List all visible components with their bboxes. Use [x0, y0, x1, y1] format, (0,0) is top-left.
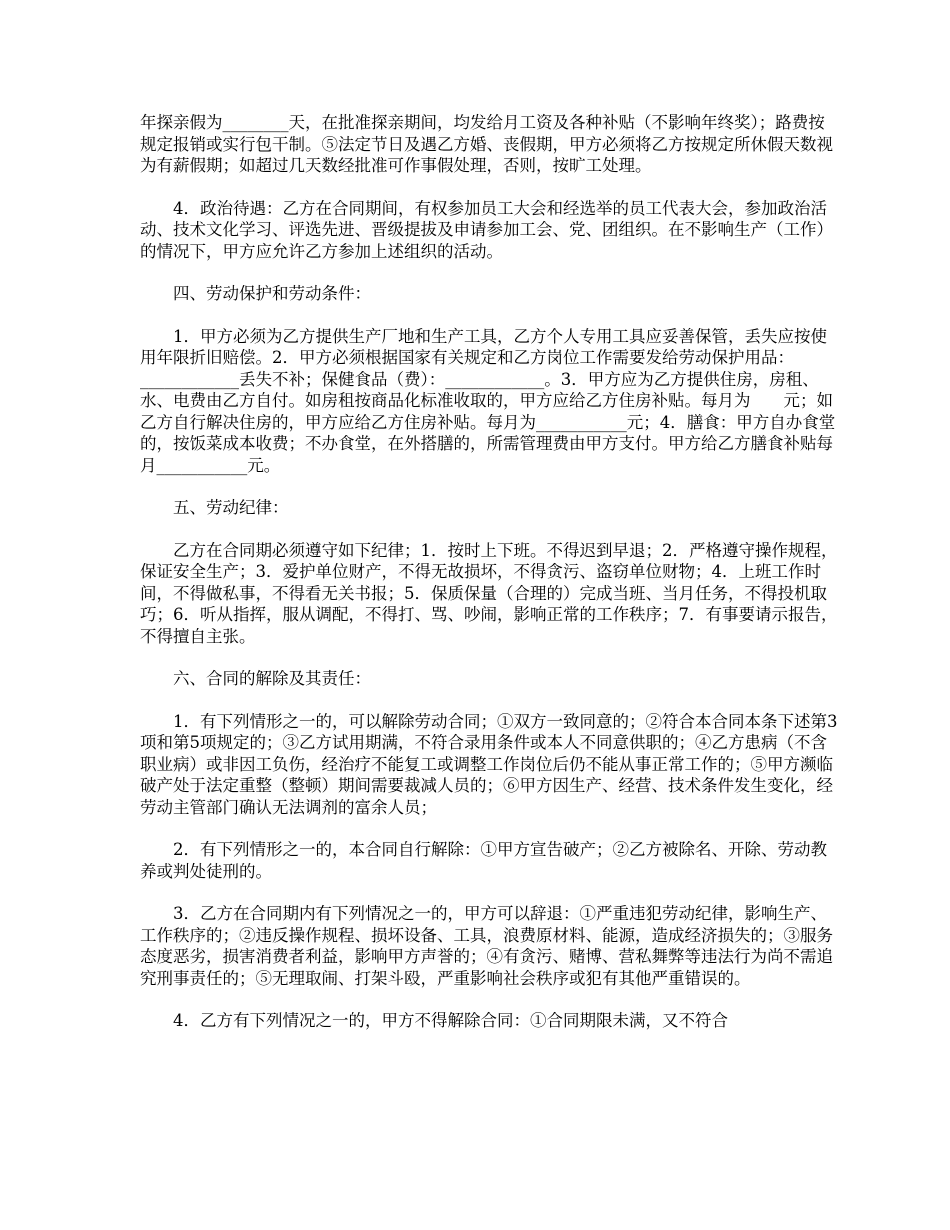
- paragraph-labor-discipline: 乙方在合同期必须遵守如下纪律；1．按时上下班。不得迟到早退；2．严格遵守操作规程，保证安全生产；3．爱护单位财产，不得无故损坏，不得贪污、盗窃单位财物；4．上班工作时间，不得做私事，不得看无关书报；5．保质保量（合理的）完成当班、当月任务，不得投机取巧；6．听从指挥，服从调配，不得打、骂、吵闹，影响正常的工作秩序；7．有事要请示报告，不得擅自主张。: [140, 540, 838, 646]
- paragraph-dismissal-conditions: 3．乙方在合同期内有下列情况之一的，甲方可以辞退：①严重违犯劳动纪律，影响生产、工作秩序的；②违反操作规程、损坏设备、工具，浪费原材料、能源，造成经济损失的；③服务态度恶劣，损害消费者利益，影响甲方声誉的；④有贪污、赌博、营私舞弊等违法行为尚不需追究刑事责任的；⑤无理取闹、打架斗殴，严重影响社会秩序或犯有其他严重错误的。: [140, 904, 833, 988]
- section-heading-contract-termination: 六、合同的解除及其责任：: [173, 669, 371, 688]
- section-heading-labor-discipline: 五、劳动纪律：: [173, 498, 289, 517]
- paragraph-family-leave: 年探亲假为________天，在批准探亲期间，均发给月工资及各种补贴（不影响年终奖）；路费按规定报销或实行包干制。⑤法定节日及遇乙方婚、丧假期，甲方必须将乙方按规定所休假天数视为有薪假期；如超过几天数经批准可作事假处理，否则，按旷工处理。: [140, 113, 833, 175]
- paragraph-no-termination-conditions: 4．乙方有下列情况之一的，甲方不得解除合同：①合同期限未满，又不符合: [173, 1011, 728, 1030]
- paragraph-automatic-termination: 2．有下列情形之一的，本合同自行解除：①甲方宣告破产；②乙方被除名、开除、劳动教养或判处徒刑的。: [140, 840, 827, 881]
- section-heading-labor-protection: 四、劳动保护和劳动条件：: [173, 284, 371, 303]
- document-page: [140, 112, 840, 1053]
- paragraph-labor-protection: 1．甲方必须为乙方提供生产厂地和生产工具，乙方个人专用工具应妥善保管，丢失应按使用年限折旧赔偿。2．甲方必须根据国家有关规定和乙方岗位工作需要发给劳动保护用品：____________丢失不补；保健食品（费）：____________。3．甲方应为乙方提供住房，房租、水、电费由乙方自付。如房租按商品化标准收取的，甲方应给乙方住房补贴。每月为 元；如乙方自行解决住房的，甲方应给乙方住房补贴。每月为___________元；4．膳食：甲方自办食堂的，按饭菜成本收费；不办食堂，在外搭膳的，所需管理费由甲方支付。甲方给乙方膳食补贴每月___________元。: [140, 326, 836, 475]
- paragraph-termination-conditions: 1．有下列情形之一的，可以解除劳动合同；①双方一致同意的；②符合本合同本条下述第3项和第5项规定的；③乙方试用期满，不符合录用条件或本人不同意供职的；④乙方患病（不含职业病）或非因工负伤，经治疗不能复工或调整工作岗位后仍不能从事正常工作的；⑤甲方濒临破产处于法定重整（整顿）期间需要裁减人员的；⑥甲方因生产、经营、技术条件发生变化，经劳动主管部门确认无法调剂的富余人员；: [140, 711, 838, 817]
- paragraph-political-treatment: 4．政治待遇：乙方在合同期间，有权参加员工大会和经选举的员工代表大会，参加政治活动、技术文化学习、评选先进、晋级提拔及申请参加工会、党、团组织。在不影响生产（工作）的情况下，甲方应允许乙方参加上述组织的活动。: [140, 198, 833, 261]
